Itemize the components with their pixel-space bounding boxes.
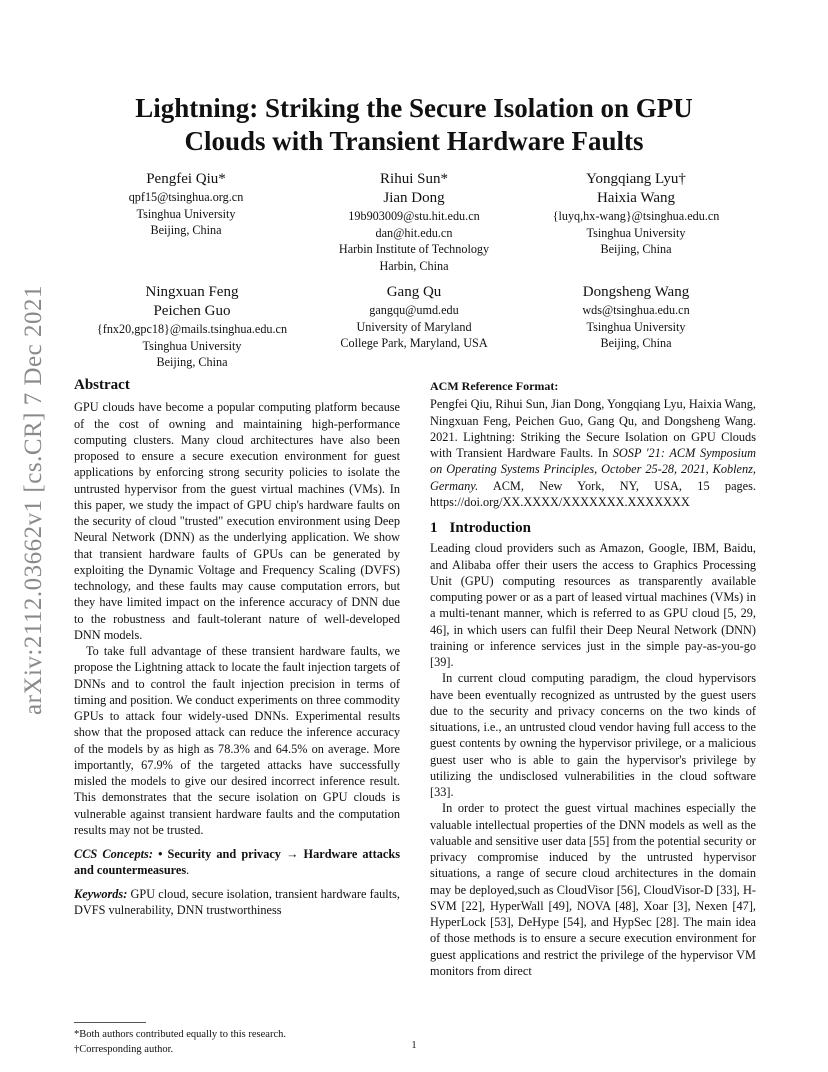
- abstract-paragraph-1: GPU clouds have become a popular computing platform because of the cost of owning and maintaining high-performance computing clusters. Many cloud architectures have also been proposed to ensure a secure execution environment for guest applications by enforcing strong security policies to isolate the untrusted hypervisor from the guest virtual machines (VMs). In this paper, we study the impact of GPU chip's hardware faults on the security of cloud "trusted" execution environment using Deep Neural Network (DNN) as the underlying application. We show that transient hardware faults of GPUs can be generated by exploiting the Dynamic Voltage and Frequency Scaling (DVFS) technology, and these faults may cause computation errors, but they have limited impact on the inference accuracy of DNN due to the robustness and fault-tolerant nature of well-developed DNN models.: [74, 400, 400, 642]
- author-email: gangqu@umd.edu: [369, 303, 459, 317]
- author-email: qpf15@tsinghua.org.cn: [128, 190, 244, 204]
- keywords-label: Keywords:: [74, 886, 128, 901]
- author-block-1: [66, 170, 306, 239]
- author-email: wds@tsinghua.edu.cn: [582, 303, 690, 317]
- intro-paragraph-2: In current cloud computing paradigm, the cloud hypervisors have been eventually recognized as untrusted by the guest users due to the security and privacy concerns on the two kinds of situations, i.e., an untrusted cloud vendor having full access to the guest contents by owning the hypervisor privilege, or a malicious guest user who is able to gain the hypervisor's privilege by utilizing the undisclosed vulnerabilities in the cloud software [33].: [430, 671, 756, 799]
- abstract-heading: Abstract: [74, 377, 130, 393]
- title-line-2: Clouds with Transient Hardware Faults: [184, 126, 644, 156]
- author-location: Beijing, China: [600, 336, 672, 350]
- section-number: 1: [430, 520, 438, 536]
- author-name: Haixia Wang: [596, 190, 676, 206]
- abstract-section: [74, 377, 400, 918]
- author-name: Yongqiang Lyu†: [586, 171, 686, 187]
- author-location: Beijing, China: [150, 223, 222, 237]
- author-location: College Park, Maryland, USA: [340, 336, 488, 350]
- author-name: Jian Dong: [383, 190, 445, 206]
- arxiv-side-stamp: [4, 284, 64, 716]
- author-email: {fnx20,gpc18}@mails.tsinghua.edu.cn: [96, 322, 288, 336]
- abstract-paragraph-2: To take full advantage of these transient hardware faults, we propose the Lightning attack to locate the fault injection targets of DNNs and to control the fault injection precision in terms of timing and position. We conduct experiments on three commodity GPUs to attack four widely-used DNNs. Experimental results show that the proposed attack can reduce the inference accuracy of the models by as high as 78.3% and 64.5% on average. More importantly, 67.9% of the targeted attacks have successfully misled the models to give our desired incorrect inference result. This demonstrates that the secure isolation on GPU clouds is vulnerable against transient hardware faults and the computation results may not be trusted.: [74, 644, 400, 837]
- author-block-4: [72, 283, 312, 371]
- page-number: 1: [411, 1040, 417, 1051]
- arxiv-id: arXiv:2112.03662v1 [cs.CR] 7 Dec 2021: [20, 284, 47, 716]
- keywords-text: GPU cloud, secure isolation, transient hardware faults, DVFS vulnerability, DNN trustworthiness: [74, 886, 400, 917]
- author-affiliation: University of Maryland: [356, 319, 472, 334]
- author-affiliation: Tsinghua University: [136, 206, 236, 221]
- acm-reference-text: [430, 396, 756, 510]
- author-name: Ningxuan Feng: [145, 284, 239, 300]
- author-name: Peichen Guo: [153, 303, 231, 319]
- author-affiliation: Tsinghua University: [586, 225, 686, 240]
- author-affiliation: Tsinghua University: [586, 319, 686, 334]
- acm-reference-venue: SOSP '21: ACM Symposium on Operating Systems Principles, October 25-28, 2021, Koblenz, Germany.: [430, 446, 756, 493]
- author-location: Harbin, China: [379, 258, 449, 273]
- ccs-concepts: [74, 846, 400, 879]
- right-column: [430, 378, 756, 979]
- author-email: 19b903009@stu.hit.edu.cn: [348, 209, 480, 223]
- section-title: Introduction: [449, 520, 531, 536]
- ccs-end: .: [186, 863, 190, 878]
- author-location: Beijing, China: [600, 242, 672, 256]
- author-block-5: [294, 283, 534, 352]
- author-affiliation: Tsinghua University: [142, 338, 242, 353]
- footnote-rule: [74, 1022, 146, 1023]
- ccs-text: • Security and privacy → Hardware attacks and countermeasures: [74, 847, 400, 878]
- author-email: {luyq,hx-wang}@tsinghua.edu.cn: [552, 209, 720, 223]
- author-block-6: [516, 283, 756, 352]
- author-location: Beijing, China: [156, 355, 228, 369]
- author-block-2: [294, 170, 534, 274]
- intro-paragraph-1: Leading cloud providers such as Amazon, Google, IBM, Baidu, and Alibaba offer their users the access to Graphics Processing Unit (GPU) computing resources as transparently available computing power or as a part of leased virtual machines (VMs) in a multi-tenant manner, which is referred to as GPU cloud [5, 29, 46], in which users can fulfil their Deep Neural Network (DNN) training or inference services just in the simple pay-as-you-go [39].: [430, 541, 756, 669]
- ccs-label: CCS Concepts:: [74, 847, 153, 861]
- author-block-3: [516, 170, 756, 258]
- acm-reference-heading: ACM Reference Format:: [430, 379, 559, 393]
- author-name: Pengfei Qiu*: [146, 171, 226, 187]
- acm-reference-citation: Pengfei Qiu, Rihui Sun, Jian Dong, Yongqiang Lyu, Haixia Wang, Ningxuan Feng, Peichen Guo, Gang Qu, and Dongsheng Wang. 2021. Lightning: Striking the Secure Isolation on GPU Clouds with Transient Hardware Faults. In: [430, 397, 756, 460]
- intro-paragraph-3: In order to protect the guest virtual machines especially the valuable intellectual properties of the DNN models as well as the valuable and sensitive user data [55] from the potential security or privacy compromise induced by the untrusted hypervisor situations, a range of secure cloud architectures in the domain may be deployed,such as CloudVisor [56], CloudVisor-D [33], H-SVM [22], HyperWall [49], NOVA [48], Xoar [3], Nexen [47], HyperLock [53], DeHype [54], and HypSec [28]. The main idea of those methods is to ensure a secure execution environment for guest applications and restrict the privilege of the hypervisor VM monitors from direct: [430, 801, 756, 978]
- author-name: Dongsheng Wang: [582, 284, 690, 300]
- keywords: [74, 886, 400, 919]
- author-email: dan@hit.edu.cn: [375, 225, 453, 240]
- paper-title: [80, 92, 748, 158]
- footnote-2: †Corresponding author.: [74, 1044, 174, 1055]
- author-affiliation: Harbin Institute of Technology: [338, 242, 490, 256]
- acm-reference-publisher: ACM, New York, NY, USA, 15 pages. https://doi.org/XX.XXXX/XXXXXXX.XXXXXXX: [430, 478, 756, 509]
- author-name: Gang Qu: [386, 284, 442, 300]
- introduction-heading: [430, 520, 756, 536]
- title-line-1: Lightning: Striking the Secure Isolation on GPU: [135, 93, 693, 123]
- author-name: Rihui Sun*: [380, 171, 448, 187]
- footnote-1: *Both authors contributed equally to this research.: [74, 1029, 286, 1040]
